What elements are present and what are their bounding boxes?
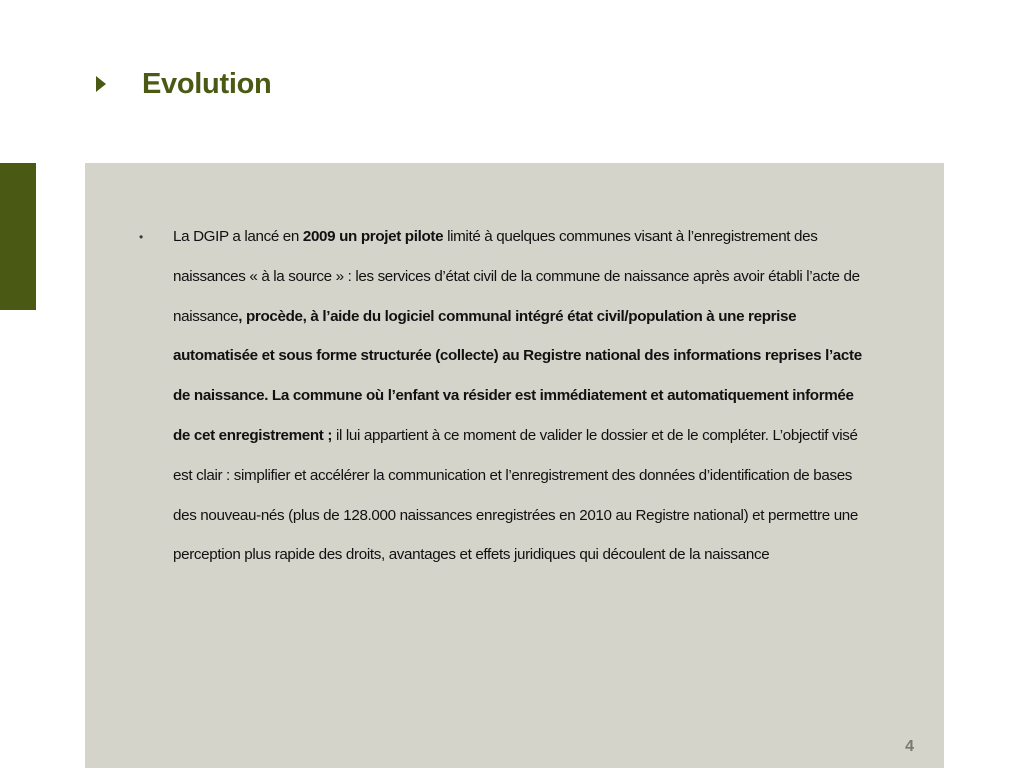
content-box xyxy=(85,163,944,768)
text-segment: il lui appartient à ce moment de valider le dossier et de le compléter. L’objectif visé est clair : simplifier et accélérer la communication et l’enregistrement des données d’identification de bases des nouveau-nés (plus de 128.000 naissances enregistrées en 2010 au Registre national) et permettre une perception plus rapide des droits, avantages et effets juridiques qui découlent de la naissance xyxy=(173,426,858,564)
slide-title: Evolution xyxy=(142,67,272,100)
bullet-text xyxy=(173,217,865,575)
bullet-marker: • xyxy=(139,230,144,244)
side-accent-bar xyxy=(0,163,36,310)
bullet-item xyxy=(135,217,865,575)
page-number: 4 xyxy=(905,738,914,755)
text-segment-bold: 2009 un projet pilote xyxy=(302,228,444,245)
title-row xyxy=(96,64,271,104)
text-segment-bold: , procède, à l’aide du logiciel communal intégré état civil/population à une reprise automatisée et sous forme structurée (collecte) au Registre national des informations reprises l’acte de naissance. La commune où l’enfant va résider est immédiatement et automatiquement informée de cet enregistrement ; xyxy=(173,307,862,444)
text-segment: limité à quelques communes visant à l’enregistrement des naissances « à la source » : les services d’état civil de la commune de naissance après avoir établi l’acte de naissance xyxy=(173,228,860,325)
text-segment: La DGIP a lancé en xyxy=(173,228,303,245)
title-arrow-icon xyxy=(96,76,106,92)
